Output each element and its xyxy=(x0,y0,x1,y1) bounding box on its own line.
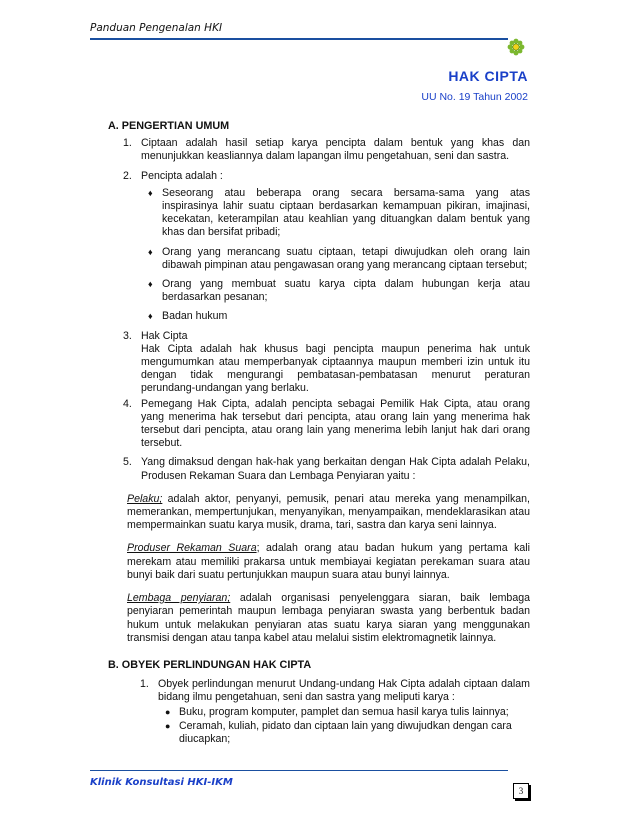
document-subtitle: UU No. 19 Tahun 2002 xyxy=(421,91,528,103)
dot-bullet-icon: ● xyxy=(165,720,171,731)
item-text: Ciptaan adalah hasil setiap karya pencipta dalam bentuk yang khas dan menunjukkan keasliannya dalam lapangan ilmu pengetahuan, seni dan sastra. xyxy=(141,137,530,163)
item-number: 4. xyxy=(123,397,132,410)
bullet-item xyxy=(165,720,530,746)
list-item xyxy=(123,137,530,163)
running-header: Panduan Pengenalan HKI xyxy=(90,22,223,34)
dot-bullet-icon: ● xyxy=(165,706,171,717)
footer-rule xyxy=(90,770,508,771)
flower-emblem-icon xyxy=(507,38,525,56)
item-number: 2. xyxy=(123,169,132,182)
list-item xyxy=(123,398,530,451)
item-text: Hak Cipta xyxy=(141,329,188,342)
item-number: 1. xyxy=(123,137,132,150)
bullet-item xyxy=(148,310,530,323)
definition-lembaga xyxy=(127,592,530,645)
item-number: 1. xyxy=(140,678,149,691)
item-text: Obyek perlindungan menurut Undang-undang Hak Cipta adalah ciptaan dalam bidang ilmu pengetahuan, seni dan sastra yang meliputi karya : xyxy=(158,678,530,704)
diamond-bullet-icon: ♦ xyxy=(148,187,153,198)
bullet-item xyxy=(148,278,530,304)
item-number: 5. xyxy=(123,456,132,469)
diamond-bullet-icon: ♦ xyxy=(148,279,153,290)
item-text: Yang dimaksud dengan hak-hak yang berkaitan dengan Hak Cipta adalah Pelaku, Produsen Rekaman Suara dan Lembaga Penyiaran yaitu : xyxy=(141,456,530,482)
diamond-bullet-icon: ♦ xyxy=(148,311,153,322)
section-a-heading: A. PENGERTIAN UMUM xyxy=(108,120,230,132)
page-number: 3 xyxy=(513,783,529,799)
bullet-text: Orang yang merancang suatu ciptaan, tetapi diwujudkan oleh orang lain dibawah pimpinan atau pengawasan orang yang merancang ciptaan tersebut; xyxy=(162,245,530,271)
list-item xyxy=(123,170,530,324)
bullet-text: Seseorang atau beberapa orang secara bersama-sama yang atas inspirasinya lahir suatu ciptaan berdasarkan kemampuan pikiran, imajinasi, kecekatan, keterampilan atau keahlian yang dituangkan dalam bentuk yang khas dan bersifat pribadi; xyxy=(162,186,530,239)
definition-text: adalah aktor, penyanyi, pemusik, penari atau mereka yang menampilkan, memerankan, mempertunjukan, menyanyikan, menyampaikan, mendeklarasikan atau mempermainkan suatu karya musik, drama, tari, sastra dan karya seni lainnya. xyxy=(127,492,530,532)
bullet-text: Orang yang membuat suatu karya cipta dalam hubungan kerja atau berdasarkan pesanan; xyxy=(162,278,530,304)
list-item xyxy=(140,678,530,746)
bullet-text: Ceramah, kuliah, pidato dan ciptaan lain yang diwujudkan dengan cara diucapkan; xyxy=(179,719,512,745)
definition-text: ; adalah orang atau badan hukum yang pertama kali merekam atau memiliki prakarsa untuk membiayai kegiatan perekaman suara atau bunyi baik dari suatu pertunjukkan maupun suara atau bunyi lainnya. xyxy=(127,542,530,581)
footer-title: Klinik Konsultasi HKI-IKM xyxy=(90,777,233,788)
list-item xyxy=(123,330,530,396)
definition-produser xyxy=(127,542,530,582)
term-pelaku: Pelaku; xyxy=(127,492,163,505)
bullet-text: Buku, program komputer, pamplet dan semua hasil karya tulis lainnya; xyxy=(179,705,509,718)
diamond-bullet-icon: ♦ xyxy=(148,246,153,257)
document-body xyxy=(110,120,530,746)
header-rule xyxy=(90,38,508,40)
definition-pelaku xyxy=(127,493,530,533)
bullet-item xyxy=(148,187,530,240)
section-b-heading: B. OBYEK PERLINDUNGAN HAK CIPTA xyxy=(108,658,312,671)
item-text: Pencipta adalah : xyxy=(141,169,223,182)
bullet-item xyxy=(148,246,530,272)
term-lembaga: Lembaga penyiaran; xyxy=(127,592,231,605)
bullet-item xyxy=(165,706,530,719)
hak-cipta-definition: Hak Cipta adalah hak khusus bagi pencipta maupun penerima hak untuk mengumumkan atau memperbanyak ciptaannya maupun memberi izin untuk itu dengan tidak mengurangi pembatasan-pembatasan menurut peraturan perundang-undangan yang berlaku. xyxy=(141,342,530,395)
bullet-text: Badan hukum xyxy=(162,310,228,323)
item-text: Pemegang Hak Cipta, adalah pencipta sebagai Pemilik Hak Cipta, atau orang yang menerima hak tersebut dari pencipta, atau orang lain yang menerima hak tersebut dari pencipta, atau orang lain yang menerima lebih lanjut hak dari orang tersebut. xyxy=(141,397,530,450)
list-item xyxy=(123,456,530,482)
document-title: HAK CIPTA xyxy=(448,68,528,84)
item-number: 3. xyxy=(123,329,132,342)
term-produser: Produser Rekaman Suara xyxy=(127,542,257,555)
definition-text: adalah organisasi penyelenggara siaran, baik lembaga penyiaran pemerintah maupun lembaga penyiaran swasta yang berbentuk badan hukum untuk melakukan penyiaran atas suatu karya siaran yang menggunakan transmisi dengan atau tanpa kabel atau melalui sistim elektromagnetik lainnya. xyxy=(127,592,530,644)
